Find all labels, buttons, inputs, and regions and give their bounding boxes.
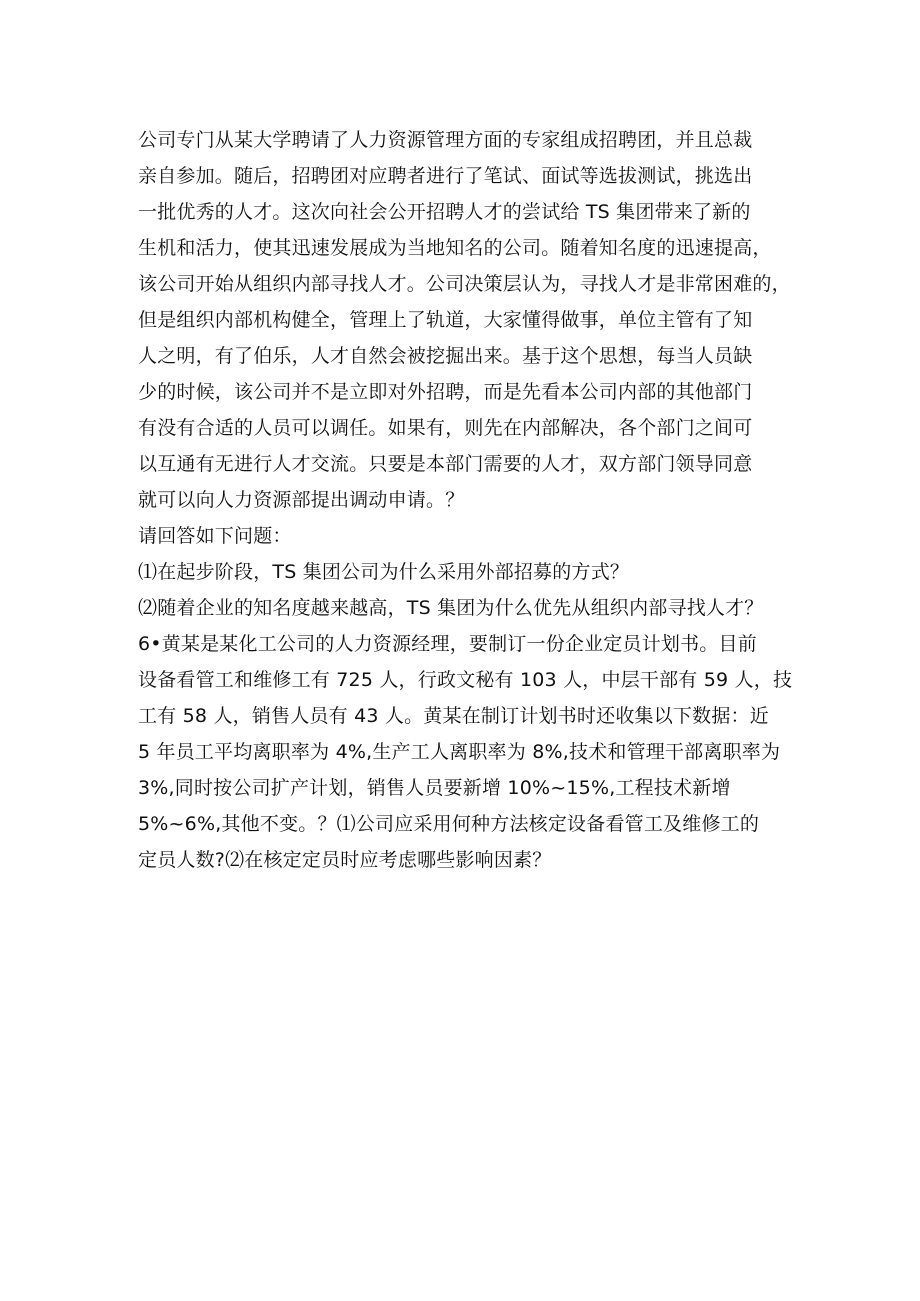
- question-1: ⑴在起步阶段，TS 集团公司为什么采用外部招募的方式？: [138, 561, 630, 583]
- case6-line: 设备看管工和维修工有 725 人，行政文秘有 103 人，中层干部有 59 人，技: [138, 669, 793, 691]
- paragraph-line: 亲自参加。随后，招聘团对应聘者进行了笔试、面试等选拔测试，挑选出: [138, 165, 753, 187]
- paragraph-line: 一批优秀的人才。这次向社会公开招聘人才的尝试给 TS 集团带来了新的: [138, 201, 751, 223]
- document-body: [138, 122, 798, 878]
- case6-line: 5 年员工平均离职率为 4%,生产工人离职率为 8%,技术和管理干部离职率为: [138, 741, 781, 763]
- paragraph-line: 生机和活力，使其迅速发展成为当地知名的公司。随着知名度的迅速提高，: [138, 237, 772, 259]
- paragraph-line: 以互通有无进行人才交流。只要是本部门需要的人才，双方部门领导同意: [138, 453, 753, 475]
- case6-line: 5%~6%,其他不变。？⑴公司应采用何种方法核定设备看管工及维修工的: [138, 813, 760, 835]
- case6-line: 3%,同时按公司扩产计划，销售人员要新增 10%~15%,工程技术新增: [138, 777, 731, 799]
- paragraph-line: 就可以向人力资源部提出调动申请。？: [138, 489, 465, 511]
- paragraph-line: 公司专门从某大学聘请了人力资源管理方面的专家组成招聘团，并且总裁: [138, 129, 753, 151]
- case6-line: 6•黄某是某化工公司的人力资源经理，要制订一份企业定员计划书。目前: [138, 633, 757, 655]
- question-prompt: 请回答如下问题：: [138, 525, 292, 547]
- case6-line: 工有 58 人，销售人员有 43 人。黄某在制订计划书时还收集以下数据：近: [138, 705, 769, 727]
- question-2: ⑵随着企业的知名度越来越高，TS 集团为什么优先从组织内部寻找人才？: [138, 597, 764, 619]
- case6-line: 定员人数?⑵在核定定员时应考虑哪些影响因素？: [138, 849, 552, 871]
- paragraph-line: 少的时候，该公司并不是立即对外招聘，而是先看本公司内部的其他部门: [138, 381, 753, 403]
- paragraph-line: 人之明，有了伯乐，人才自然会被挖掘出来。基于这个思想，每当人员缺: [138, 345, 753, 367]
- paragraph-line: 但是组织内部机构健全，管理上了轨道，大家懂得做事，单位主管有了知: [138, 309, 753, 331]
- paragraph-line: 有没有合适的人员可以调任。如果有，则先在内部解决，各个部门之间可: [138, 417, 753, 439]
- paragraph-line: 该公司开始从组织内部寻找人才。公司决策层认为，寻找人才是非常困难的，: [138, 273, 791, 295]
